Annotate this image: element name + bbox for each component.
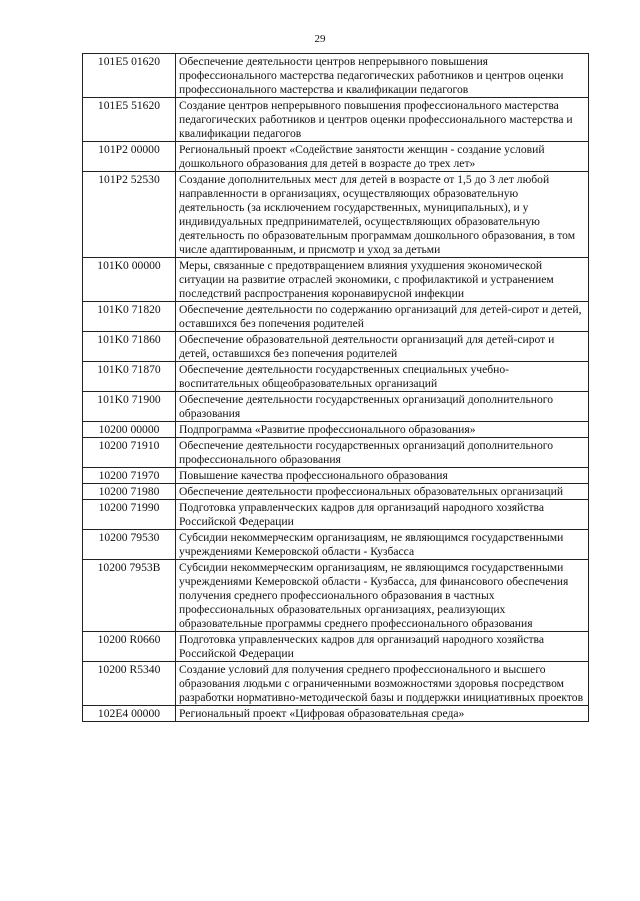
row-code: 101P2 52530 [83,172,176,258]
row-description: Обеспечение деятельности государственных специальных учебно-воспитательных общеобразовательных организаций [176,362,589,392]
row-code: 10200 79530 [83,530,176,560]
row-description: Субсидии некоммерческим организациям, не являющимся государственными учреждениями Кемеровской области - Кузбасса [176,530,589,560]
row-description: Повышение качества профессионального образования [176,468,589,484]
row-code: 10200 R5340 [83,662,176,706]
row-description: Субсидии некоммерческим организациям, не являющимся государственными учреждениями Кемеровской области - Кузбасса, для финансового обеспечения получения среднего профессионального образования в частных профессиональных образовательных организациях, реализующих образовательные программы среднего профессионального образования [176,560,589,632]
table-row [83,332,589,362]
row-description: Обеспечение деятельности центров непрерывного повышения профессионального мастерства педагогических работников и центров оценки профессионального мастерства и квалификации педагогов [176,54,589,98]
row-code: 10200 71980 [83,484,176,500]
row-code: 101P2 00000 [83,142,176,172]
row-code: 10200 71910 [83,438,176,468]
table-row [83,54,589,98]
table-row [83,560,589,632]
row-code: 101K0 71820 [83,302,176,332]
row-description: Создание центров непрерывного повышения профессионального мастерства педагогических работников и центров оценки профессионального мастерства и квалификации педагогов [176,98,589,142]
row-code: 102E4 00000 [83,706,176,722]
table-row [83,302,589,332]
table-row [83,500,589,530]
row-description: Обеспечение деятельности профессиональных образовательных организаций [176,484,589,500]
table-row [83,392,589,422]
row-code: 101K0 71900 [83,392,176,422]
row-code: 10200 71990 [83,500,176,530]
row-code: 101K0 71860 [83,332,176,362]
row-description: Меры, связанные с предотвращением влияния ухудшения экономической ситуации на развитие отраслей экономики, с профилактикой и устранением последствий распространения коронавирусной инфекции [176,258,589,302]
row-code: 101K0 00000 [83,258,176,302]
table-row [83,172,589,258]
row-description: Обеспечение деятельности государственных организаций дополнительного профессионального образования [176,438,589,468]
budget-classification-table [82,53,589,722]
table-row [83,422,589,438]
row-code: 10200 7953B [83,560,176,632]
row-description: Создание дополнительных мест для детей в возрасте от 1,5 до 3 лет любой направленности в организациях, осуществляющих образовательную деятельность (за исключением государственных, муниципальных), и у индивидуальных предпринимателей, осуществляющих образовательную деятельность по образовательным программам дошкольного образования, в том числе адаптированным, и присмотр и уход за детьми [176,172,589,258]
table-row [83,98,589,142]
row-code: 10200 00000 [83,422,176,438]
table-row [83,438,589,468]
row-description: Подпрограмма «Развитие профессионального образования» [176,422,589,438]
table-row [83,258,589,302]
row-description: Обеспечение деятельности государственных организаций дополнительного образования [176,392,589,422]
row-description: Подготовка управленческих кадров для организаций народного хозяйства Российской Федерации [176,632,589,662]
row-description: Обеспечение деятельности по содержанию организаций для детей-сирот и детей, оставшихся без попечения родителей [176,302,589,332]
row-code: 101E5 51620 [83,98,176,142]
row-code: 101E5 01620 [83,54,176,98]
row-code: 101K0 71870 [83,362,176,392]
row-code: 10200 R0660 [83,632,176,662]
table-row [83,468,589,484]
table-row [83,484,589,500]
table-row [83,632,589,662]
table-row [83,662,589,706]
table-row [83,530,589,560]
row-description: Обеспечение образовательной деятельности организаций для детей-сирот и детей, оставшихся без попечения родителей [176,332,589,362]
page-number: 29 [314,33,326,45]
row-description: Создание условий для получения среднего профессионального и высшего образования людьми с ограниченными возможностями здоровья посредством разработки нормативно-методической базы и поддержки инициативных проектов [176,662,589,706]
row-description: Региональный проект «Содействие занятости женщин - создание условий дошкольного образования для детей в возрасте до трех лет» [176,142,589,172]
table-row [83,706,589,722]
table-row [83,362,589,392]
row-code: 10200 71970 [83,468,176,484]
row-description: Подготовка управленческих кадров для организаций народного хозяйства Российской Федерации [176,500,589,530]
table-row [83,142,589,172]
row-description: Региональный проект «Цифровая образовательная среда» [176,706,589,722]
